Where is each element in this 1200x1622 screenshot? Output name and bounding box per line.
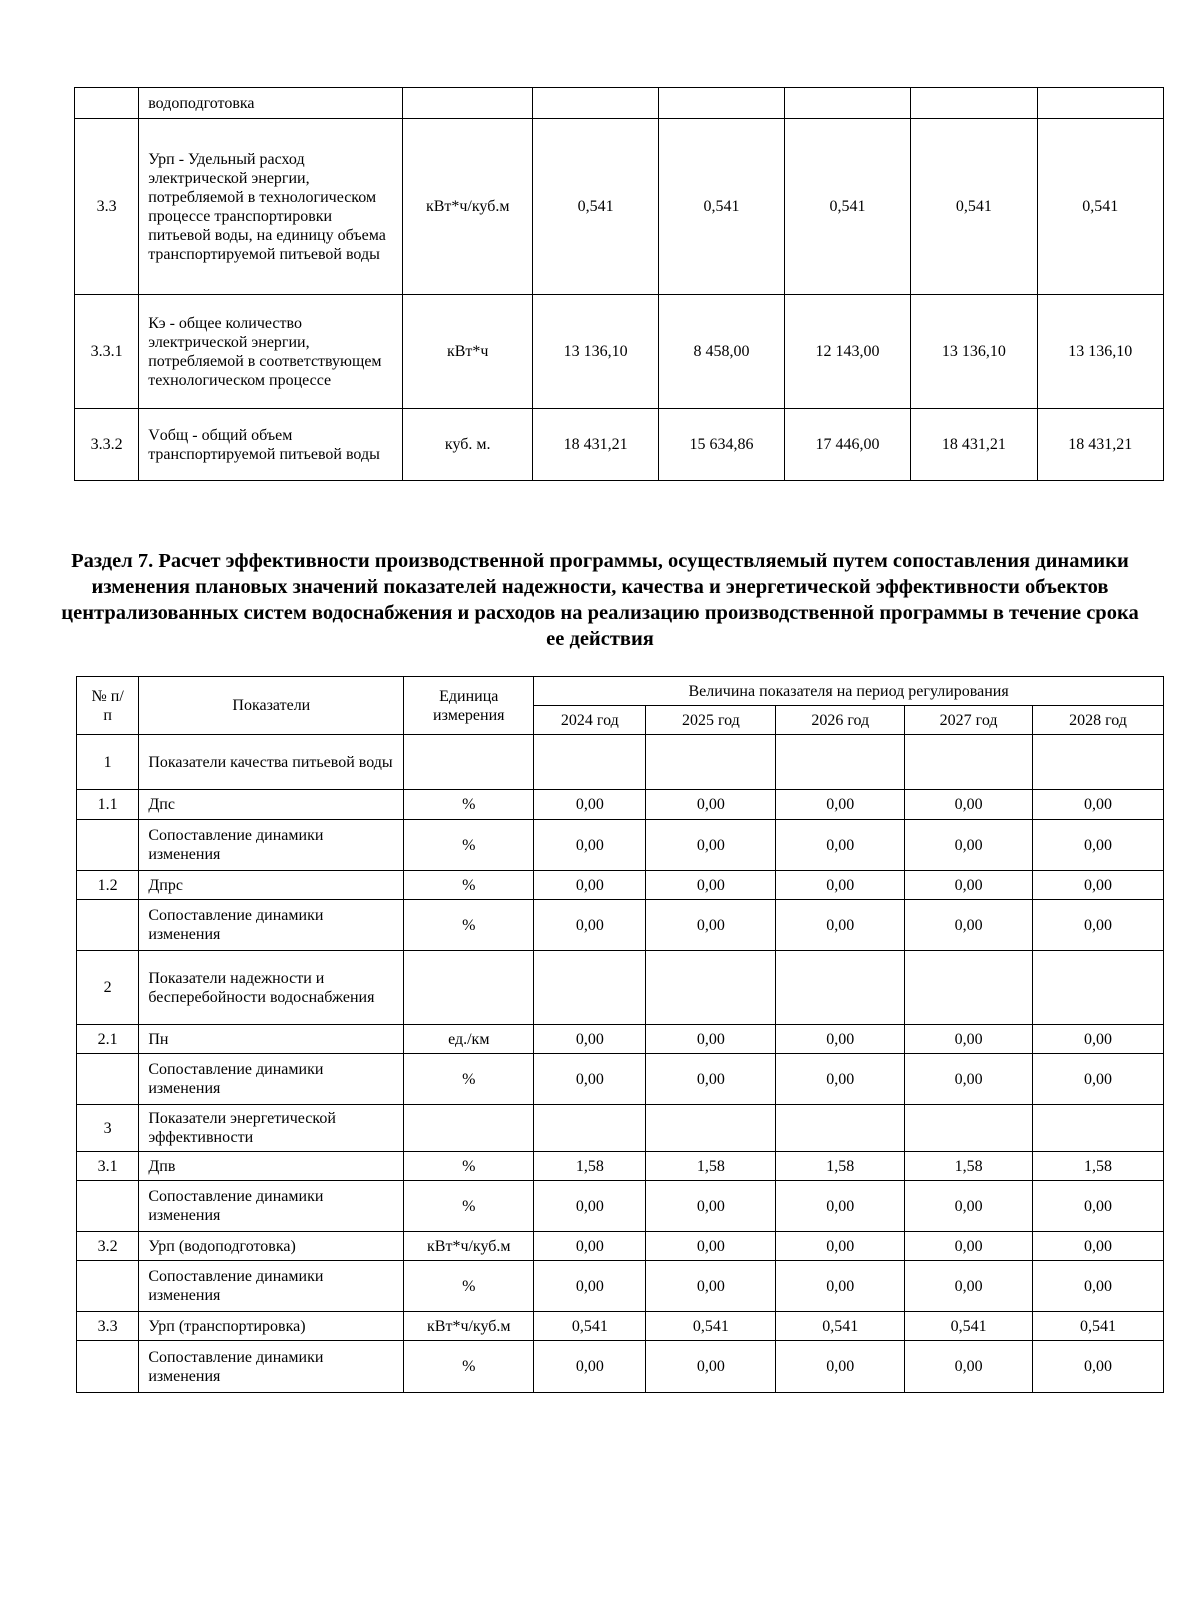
- value-cell: 0,00: [1033, 900, 1164, 951]
- value-cell: 12 143,00: [784, 295, 910, 409]
- value-cell: 0,00: [534, 900, 646, 951]
- value-cell: 0,00: [776, 1341, 905, 1393]
- table-row: [75, 409, 1164, 481]
- value-cell: 0,00: [776, 1181, 905, 1232]
- row-number: [77, 1054, 139, 1105]
- header-unit: Единица измерения: [404, 677, 534, 735]
- value-cell: [646, 951, 776, 1025]
- unit: %: [404, 820, 534, 871]
- header-year-2027: 2027 год: [905, 706, 1033, 735]
- value-cell: 0,00: [905, 1261, 1033, 1312]
- value-cell: 0,00: [905, 820, 1033, 871]
- value-cell: 0,00: [646, 900, 776, 951]
- unit: %: [404, 1054, 534, 1105]
- unit: %: [404, 1261, 534, 1312]
- table-row: [77, 735, 1164, 790]
- value-cell: 0,00: [776, 1025, 905, 1054]
- indicator-name: Сопоставление динамики изменения: [139, 1181, 404, 1232]
- unit: кВт*ч/куб.м: [404, 1312, 534, 1341]
- row-number: 3.2: [77, 1232, 139, 1261]
- value-cell: 0,00: [534, 790, 646, 820]
- value-cell: 0,00: [646, 1261, 776, 1312]
- value-cell: 0,541: [659, 119, 784, 295]
- value-cell: 0,00: [776, 820, 905, 871]
- indicator-name: Сопоставление динамики изменения: [139, 1054, 404, 1105]
- indicator-name: Кэ - общее количество электрической энергии, потребляемой в соответствующем технологическом процессе: [139, 295, 403, 409]
- table-row: [77, 1312, 1164, 1341]
- value-cell: 0,00: [1033, 790, 1164, 820]
- value-cell: 0,00: [776, 1232, 905, 1261]
- value-cell: 15 634,86: [659, 409, 784, 481]
- value-cell: 0,00: [776, 871, 905, 900]
- unit: [404, 951, 534, 1025]
- value-cell: [776, 735, 905, 790]
- indicator-name: Vобщ - общий объем транспортируемой питьевой воды: [139, 409, 403, 481]
- value-cell: 0,00: [534, 1341, 646, 1393]
- value-cell: 0,541: [534, 1312, 646, 1341]
- unit: [403, 88, 533, 119]
- value-cell: 0,00: [1033, 871, 1164, 900]
- efficiency-table: [76, 676, 1164, 1393]
- value-cell: 0,00: [534, 1025, 646, 1054]
- header-year-2025: 2025 год: [646, 706, 776, 735]
- table-row: [75, 88, 1164, 119]
- row-number: 3.3.1: [75, 295, 139, 409]
- value-cell: 18 431,21: [1037, 409, 1163, 481]
- value-cell: 0,00: [534, 1232, 646, 1261]
- indicator-name: Дпрс: [139, 871, 404, 900]
- value-cell: [1037, 88, 1163, 119]
- table-row: [77, 1105, 1164, 1152]
- unit: %: [404, 1341, 534, 1393]
- table-row: [77, 1341, 1164, 1393]
- value-cell: 0,541: [776, 1312, 905, 1341]
- indicator-name: Дпв: [139, 1152, 404, 1181]
- value-cell: 0,541: [911, 119, 1037, 295]
- value-cell: 0,00: [905, 1341, 1033, 1393]
- value-cell: [659, 88, 784, 119]
- row-number: 2.1: [77, 1025, 139, 1054]
- value-cell: 0,00: [905, 900, 1033, 951]
- indicator-name: Показатели энергетической эффективности: [139, 1105, 404, 1152]
- value-cell: 0,00: [776, 900, 905, 951]
- value-cell: 1,58: [1033, 1152, 1164, 1181]
- unit: [404, 735, 534, 790]
- value-cell: 0,00: [646, 871, 776, 900]
- value-cell: [911, 88, 1037, 119]
- unit: ед./км: [404, 1025, 534, 1054]
- table-row: [77, 900, 1164, 951]
- value-cell: 0,00: [905, 1025, 1033, 1054]
- value-cell: 1,58: [776, 1152, 905, 1181]
- unit: %: [404, 1181, 534, 1232]
- row-number: 1.2: [77, 871, 139, 900]
- value-cell: [646, 735, 776, 790]
- value-cell: 0,00: [1033, 1181, 1164, 1232]
- value-cell: 1,58: [905, 1152, 1033, 1181]
- unit: куб. м.: [403, 409, 533, 481]
- indicator-name: Дпс: [139, 790, 404, 820]
- value-cell: 0,00: [905, 1232, 1033, 1261]
- value-cell: 0,00: [776, 1054, 905, 1105]
- indicator-name: водоподготовка: [139, 88, 403, 119]
- value-cell: 0,541: [1033, 1312, 1164, 1341]
- table-row: [77, 1181, 1164, 1232]
- value-cell: [784, 88, 910, 119]
- indicator-name: Урп (транспортировка): [139, 1312, 404, 1341]
- table-row: [77, 820, 1164, 871]
- value-cell: 13 136,10: [1037, 295, 1163, 409]
- value-cell: 13 136,10: [911, 295, 1037, 409]
- value-cell: 0,00: [646, 1232, 776, 1261]
- value-cell: [1033, 951, 1164, 1025]
- value-cell: 0,00: [1033, 820, 1164, 871]
- unit: [404, 1105, 534, 1152]
- value-cell: [1033, 1105, 1164, 1152]
- value-cell: [905, 951, 1033, 1025]
- unit: кВт*ч: [403, 295, 533, 409]
- section-7-title: Раздел 7. Расчет эффективности производственной программы, осуществляемый путем сопоставления динамики изменения плановых значений показателей надежности, качества и энергетической эффективности объектов централизованных систем водоснабжения и расходов на реализацию производственной программы в течение срока ее действия: [61, 550, 1139, 650]
- value-cell: 17 446,00: [784, 409, 910, 481]
- header-num: № п/п: [77, 677, 139, 735]
- value-cell: 18 431,21: [911, 409, 1037, 481]
- value-cell: 0,00: [905, 1054, 1033, 1105]
- value-cell: 0,00: [1033, 1054, 1164, 1105]
- value-cell: [905, 1105, 1033, 1152]
- value-cell: 0,00: [534, 1054, 646, 1105]
- table-row: [77, 1054, 1164, 1105]
- indicator-name: Показатели качества питьевой воды: [139, 735, 404, 790]
- header-year-2028: 2028 год: [1033, 706, 1164, 735]
- value-cell: [532, 88, 658, 119]
- table-row: [77, 1232, 1164, 1261]
- value-cell: [534, 1105, 646, 1152]
- value-cell: 0,541: [646, 1312, 776, 1341]
- value-cell: 1,58: [534, 1152, 646, 1181]
- unit: %: [404, 1152, 534, 1181]
- value-cell: [776, 951, 905, 1025]
- row-number: [77, 820, 139, 871]
- indicator-name: Показатели надежности и бесперебойности водоснабжения: [139, 951, 404, 1025]
- unit: %: [404, 871, 534, 900]
- table-row: [75, 295, 1164, 409]
- indicator-name: Урп (водоподготовка): [139, 1232, 404, 1261]
- value-cell: 0,00: [646, 1025, 776, 1054]
- value-cell: 0,00: [646, 1341, 776, 1393]
- value-cell: 8 458,00: [659, 295, 784, 409]
- indicator-name: Сопоставление динамики изменения: [139, 1261, 404, 1312]
- table-row: [77, 1261, 1164, 1312]
- header-row-1: [77, 677, 1164, 706]
- row-number: 3.3: [77, 1312, 139, 1341]
- value-cell: 0,00: [534, 1181, 646, 1232]
- unit: %: [404, 900, 534, 951]
- value-cell: 0,00: [1033, 1261, 1164, 1312]
- row-number: [75, 88, 139, 119]
- value-cell: 0,00: [905, 871, 1033, 900]
- value-cell: 0,541: [905, 1312, 1033, 1341]
- value-cell: 0,00: [646, 820, 776, 871]
- value-cell: 0,00: [905, 790, 1033, 820]
- indicator-name: Пн: [139, 1025, 404, 1054]
- table-row: [77, 951, 1164, 1025]
- value-cell: [1033, 735, 1164, 790]
- table-row: [77, 871, 1164, 900]
- value-cell: 0,00: [776, 790, 905, 820]
- unit: %: [404, 790, 534, 820]
- header-period: Величина показателя на период регулирования: [534, 677, 1164, 706]
- row-number: 1: [77, 735, 139, 790]
- value-cell: 0,00: [646, 1054, 776, 1105]
- header-year-2024: 2024 год: [534, 706, 646, 735]
- value-cell: 0,00: [534, 1261, 646, 1312]
- value-cell: 0,00: [1033, 1232, 1164, 1261]
- indicator-name: Урп - Удельный расход электрической энергии, потребляемой в технологическом процессе транспортировки питьевой воды, на единицу объема транспортируемой питьевой воды: [139, 119, 403, 295]
- table-row: [77, 1152, 1164, 1181]
- value-cell: 0,00: [646, 790, 776, 820]
- value-cell: 0,541: [1037, 119, 1163, 295]
- row-number: 2: [77, 951, 139, 1025]
- value-cell: 0,00: [905, 1181, 1033, 1232]
- unit: кВт*ч/куб.м: [403, 119, 533, 295]
- row-number: [77, 1181, 139, 1232]
- value-cell: 0,541: [532, 119, 658, 295]
- value-cell: 13 136,10: [532, 295, 658, 409]
- row-number: 3.3.2: [75, 409, 139, 481]
- value-cell: 0,00: [646, 1181, 776, 1232]
- value-cell: 0,00: [776, 1261, 905, 1312]
- indicator-name: Сопоставление динамики изменения: [139, 820, 404, 871]
- row-number: 3: [77, 1105, 139, 1152]
- row-number: 1.1: [77, 790, 139, 820]
- indicator-name: Сопоставление динамики изменения: [139, 900, 404, 951]
- value-cell: 1,58: [646, 1152, 776, 1181]
- value-cell: 0,00: [1033, 1341, 1164, 1393]
- value-cell: [646, 1105, 776, 1152]
- header-year-2026: 2026 год: [776, 706, 905, 735]
- table-row: [75, 119, 1164, 295]
- value-cell: [776, 1105, 905, 1152]
- value-cell: 0,00: [534, 871, 646, 900]
- value-cell: 0,00: [1033, 1025, 1164, 1054]
- header-indicators: Показатели: [139, 677, 404, 735]
- row-number: [77, 900, 139, 951]
- value-cell: 0,541: [784, 119, 910, 295]
- value-cell: 0,00: [534, 820, 646, 871]
- row-number: 3.1: [77, 1152, 139, 1181]
- row-number: [77, 1261, 139, 1312]
- unit: кВт*ч/куб.м: [404, 1232, 534, 1261]
- value-cell: [534, 951, 646, 1025]
- indicators-continuation-table: [74, 87, 1164, 481]
- row-number: [77, 1341, 139, 1393]
- value-cell: [905, 735, 1033, 790]
- row-number: 3.3: [75, 119, 139, 295]
- indicator-name: Сопоставление динамики изменения: [139, 1341, 404, 1393]
- table-row: [77, 1025, 1164, 1054]
- value-cell: [534, 735, 646, 790]
- table-row: [77, 790, 1164, 820]
- value-cell: 18 431,21: [532, 409, 658, 481]
